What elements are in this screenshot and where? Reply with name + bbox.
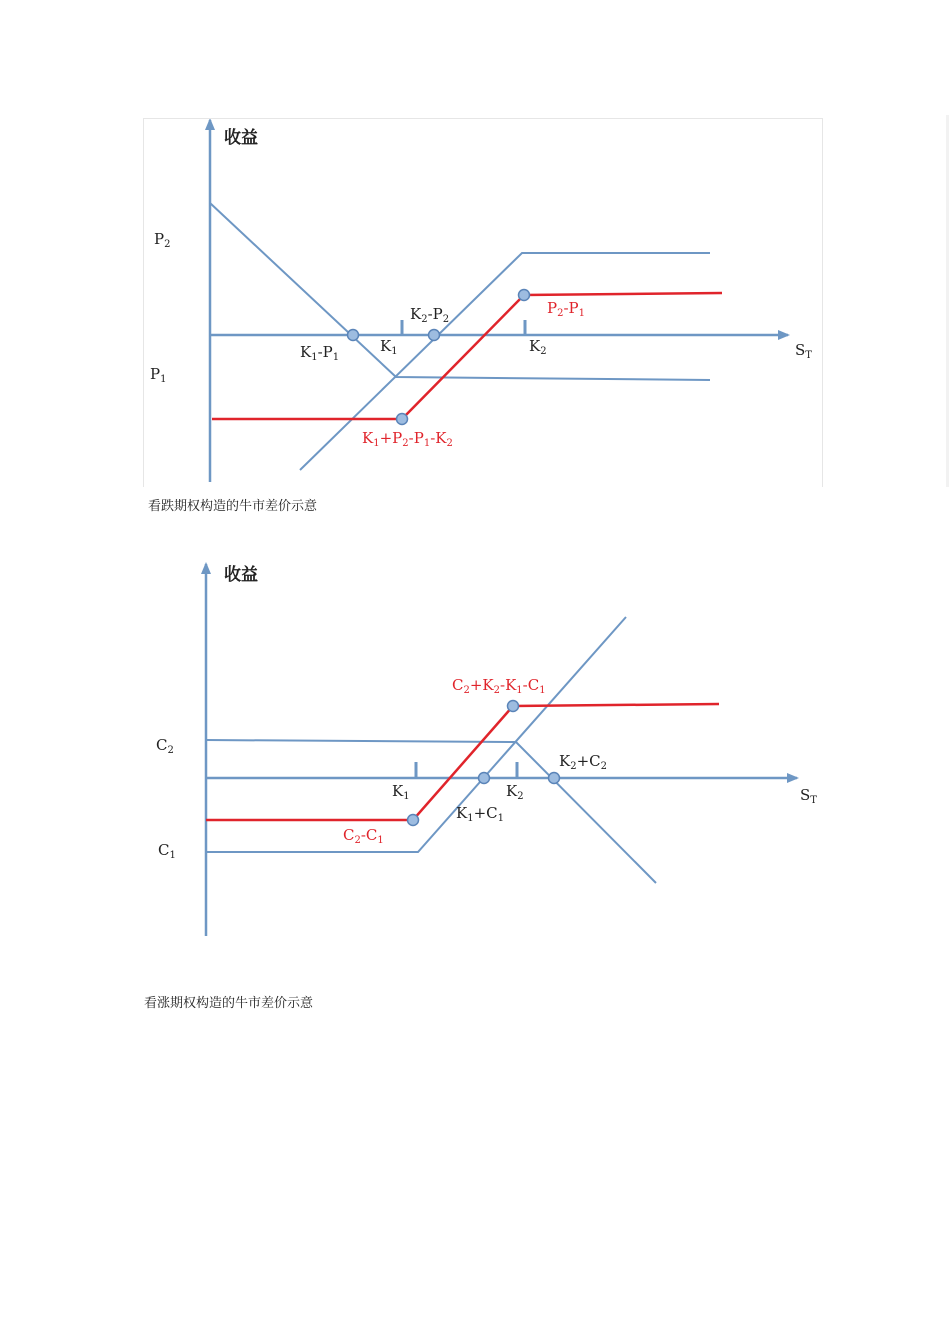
- y-axis-label: 收益: [224, 128, 258, 148]
- call-bull-spread-diagram: [140, 550, 840, 950]
- label-c2k2k1c1: $C_2+K_2-K_1-C_1$: [452, 676, 546, 696]
- label-c1: $C_1$: [158, 841, 176, 861]
- x-axis-label: $S_T$: [800, 786, 817, 806]
- marker-c2k2k1c1: [508, 701, 519, 712]
- label-c2-minus-c1: $C_2-C_1$: [343, 826, 384, 846]
- marker-k1-plus-c1: [479, 773, 490, 784]
- label-k1: $K_1$: [392, 782, 410, 802]
- label-k2-plus-c2: $K_2+C_2$: [559, 752, 608, 772]
- label-p2: $P_2$: [154, 230, 171, 250]
- diagram-frame: [143, 118, 823, 487]
- label-c2: $C_2$: [156, 736, 174, 756]
- label-k2: $K_2$: [506, 782, 524, 802]
- label-k1: $K_1$: [380, 337, 398, 357]
- label-k1-plus-c1: $K_1+C_1$: [456, 804, 505, 824]
- y-axis-label: 收益: [224, 565, 258, 585]
- caption-call-bull-spread: 看涨期权构造的牛市差价示意: [144, 996, 314, 1011]
- label-k2-minus-p2: $K_2-P_2$: [410, 305, 450, 325]
- caption-put-bull-spread: 看跌期权构造的牛市差价示意: [148, 499, 318, 514]
- call-bull-spread-svg: [140, 550, 840, 950]
- put-bull-spread-diagram: [140, 115, 825, 490]
- label-k1-minus-p1: $K_1-P_1$: [300, 343, 340, 363]
- label-k2: $K_2$: [529, 337, 547, 357]
- label-k1p2p1k2: $K_1+P_2-P_1-K_2$: [362, 429, 453, 449]
- x-axis-label: $S_T$: [795, 341, 812, 361]
- label-p1: $P_1$: [150, 365, 167, 385]
- marker-c2-minus-c1: [408, 815, 419, 826]
- label-p2-minus-p1: $P_2-P_1$: [547, 299, 586, 319]
- marker-k2-plus-c2: [549, 773, 560, 784]
- page-edge-mark: [946, 115, 949, 487]
